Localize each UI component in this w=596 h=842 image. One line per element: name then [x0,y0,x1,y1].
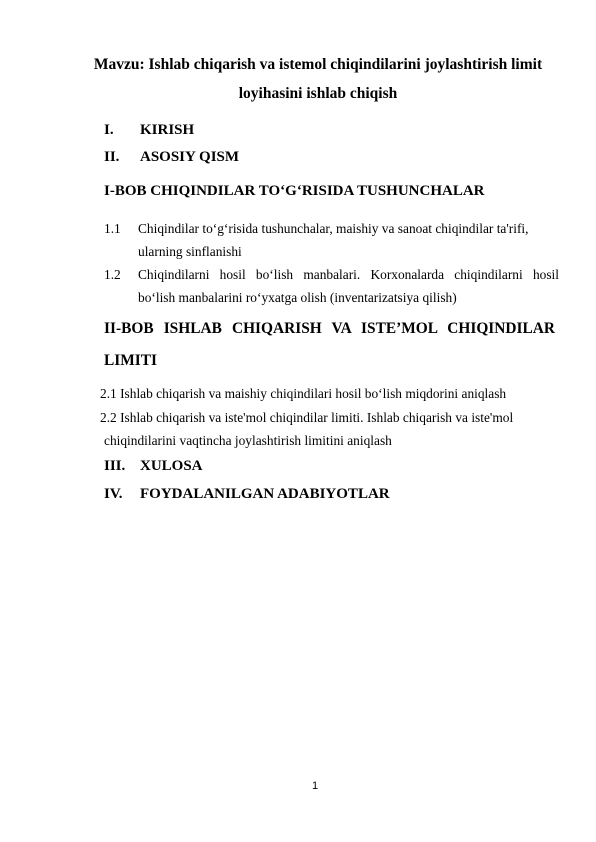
subsection-2-1: 2.1 Ishlab chiqarish va maishiy chiqindilari hosil bo‘lish miqdorini aniqlash [100,386,507,401]
subsection-2-2-line-2: chiqindilarini vaqtincha joylashtirish limitini aniqlash [104,433,392,448]
page-number: 1 [312,780,319,792]
section-number-4: IV. [104,486,123,502]
subsection-2-2-line-1: 2.2 Ishlab chiqarish va iste'mol chiqindilar limiti. Ishlab chiqarish va iste'mol [100,410,514,425]
section-label-asosiy-qism: ASOSIY QISM [140,149,240,165]
subsection-1-1-line-1: Chiqindilar to‘g‘risida tushunchalar, maishiy va sanoat chiqindilar ta'rifi, [138,221,529,236]
subsection-1-2-line-2: bo‘lish manbalarini ro‘yxatga olish (inventarizatsiya qilish) [138,290,457,305]
chapter-2-title-line-1: II-BOB ISHLAB CHIQARISH VA ISTE’MOL CHIQINDILAR [104,320,555,337]
chapter-1-title: I-BOB CHIQINDILAR TO‘G‘RISIDA TUSHUNCHALAR [104,183,485,199]
document-title-line-1: Mavzu: Ishlab chiqarish va istemol chiqindilarini joylashtirish limit [93,56,543,73]
subsection-1-2-line-1: Chiqindilarni hosil bo‘lish manbalari. Korxonalarda chiqindilarni hosil [138,267,559,282]
section-label-kirish: KIRISH [140,122,195,138]
section-label-adabiyotlar: FOYDALANILGAN ADABIYOTLAR [140,486,390,502]
chapter-2-title-line-2: LIMITI [104,352,158,369]
subsection-number-1-1: 1.1 [104,221,121,236]
section-number-3: III. [104,458,126,474]
section-number-1: I. [104,122,114,138]
section-label-xulosa: XULOSA [140,458,203,474]
document-title-line-2: loyihasini ishlab chiqish [238,85,398,102]
section-number-2: II. [104,149,120,165]
subsection-number-1-2: 1.2 [104,267,121,282]
subsection-1-1-line-2: ularning sinflanishi [138,244,242,259]
